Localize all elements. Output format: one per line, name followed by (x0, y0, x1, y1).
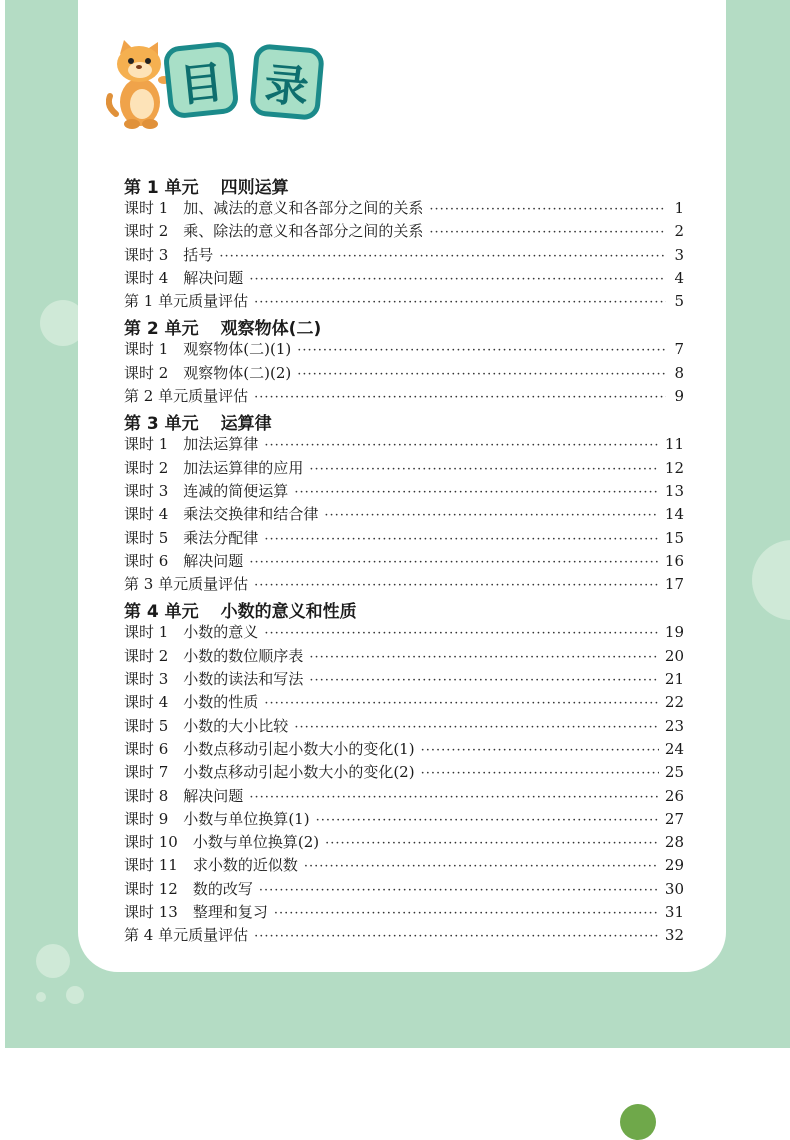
entry-label: 课时 5 乘法分配律 (124, 528, 259, 547)
entry-label: 课时 4 解决问题 (124, 268, 244, 287)
toc-entry[interactable] (124, 220, 684, 243)
title-char: 目 (176, 56, 227, 113)
dot-leader (249, 790, 659, 805)
entry-page: 2 (674, 222, 684, 241)
dot-leader (429, 225, 666, 240)
entry-page: 12 (664, 458, 684, 477)
toc-entry[interactable] (124, 901, 684, 924)
entry-page: 31 (664, 903, 684, 922)
title-char-box (162, 41, 239, 120)
entry-page: 15 (664, 528, 684, 547)
toc-entry[interactable] (124, 573, 684, 596)
decor-bubble (36, 944, 70, 978)
toc-entry[interactable] (124, 290, 684, 313)
entry-page: 5 (674, 292, 684, 311)
decor-bubble (36, 992, 46, 1002)
dot-leader (219, 249, 666, 264)
toc-entry[interactable] (124, 738, 684, 761)
dot-leader (254, 390, 666, 405)
entry-label: 课时 10 小数与单位换算(2) (124, 833, 320, 852)
dot-leader (274, 906, 659, 921)
unit-label: 第 4 单元 (124, 602, 199, 623)
entry-page: 17 (664, 575, 684, 594)
entry-label: 课时 3 连减的简便运算 (124, 481, 289, 500)
dot-leader (294, 485, 659, 500)
dot-leader (264, 696, 659, 711)
entry-label: 课时 6 小数点移动引起小数大小的变化(1) (124, 739, 415, 758)
entry-label: 课时 3 小数的读法和写法 (124, 670, 304, 689)
dot-leader (259, 883, 659, 898)
dot-leader (325, 836, 659, 851)
dot-leader (264, 626, 659, 641)
entry-page: 8 (674, 363, 684, 382)
unit-label: 第 3 单元 (124, 414, 199, 435)
entry-label: 课时 4 小数的性质 (124, 693, 259, 712)
dot-leader (421, 766, 659, 781)
dot-leader (249, 272, 666, 287)
toc-entry[interactable] (124, 550, 684, 573)
toc-entry[interactable] (124, 878, 684, 901)
toc-entry[interactable] (124, 691, 684, 714)
unit-title: 四则运算 (220, 178, 289, 198)
entry-page: 19 (664, 623, 684, 642)
toc-entry[interactable] (124, 385, 684, 408)
entry-page: 27 (664, 809, 684, 828)
entry-label: 第 3 单元质量评估 (124, 575, 249, 594)
dot-leader (254, 929, 659, 944)
entry-label: 课时 2 小数的数位顺序表 (124, 646, 304, 665)
entry-label: 课时 13 整理和复习 (124, 903, 268, 922)
toc-entry[interactable] (124, 645, 684, 668)
entry-label: 课时 4 乘法交换律和结合律 (124, 505, 319, 524)
unit-label: 第 2 单元 (124, 319, 199, 340)
toc-entry[interactable] (124, 503, 684, 526)
dot-leader (309, 673, 659, 688)
unit-title: 小数的意义和性质 (220, 602, 357, 623)
entry-page: 3 (674, 245, 684, 264)
toc-entry[interactable] (124, 785, 684, 808)
dot-leader (309, 462, 659, 477)
toc-entry[interactable] (124, 808, 684, 831)
decor-bubble (66, 986, 84, 1004)
dot-leader (429, 202, 666, 217)
dot-leader (254, 578, 659, 593)
dot-leader (316, 813, 659, 828)
toc-entry[interactable] (124, 668, 684, 691)
decor-ball (620, 1104, 656, 1140)
entry-page: 25 (664, 763, 684, 782)
entry-page: 14 (664, 505, 684, 524)
entry-page: 29 (664, 856, 684, 875)
dot-leader (324, 508, 659, 523)
entry-page: 26 (664, 786, 684, 805)
dot-leader (297, 367, 666, 382)
dot-leader (254, 295, 666, 310)
entry-page: 24 (664, 739, 684, 758)
entry-page: 16 (664, 551, 684, 570)
entry-page: 1 (674, 199, 684, 217)
toc-entry[interactable] (124, 362, 684, 385)
title-char: 录 (262, 59, 311, 114)
toc-entry[interactable] (124, 244, 684, 267)
unit-title: 运算律 (220, 414, 272, 435)
toc-entry[interactable] (124, 480, 684, 503)
toc-entry[interactable] (124, 527, 684, 550)
entry-page: 13 (664, 481, 684, 500)
entry-label: 课时 1 小数的意义 (124, 623, 259, 642)
toc-entry[interactable] (124, 621, 684, 644)
entry-page: 22 (664, 693, 684, 712)
entry-page: 20 (664, 646, 684, 665)
dot-leader (421, 743, 659, 758)
entry-label: 课时 1 观察物体(二)(1) (124, 340, 292, 359)
entry-page: 28 (664, 833, 684, 852)
entry-label: 课时 9 小数与单位换算(1) (124, 809, 310, 828)
entry-page: 21 (664, 670, 684, 689)
toc-entry[interactable] (124, 267, 684, 290)
dot-leader (264, 532, 659, 547)
dot-leader (294, 720, 659, 735)
unit-title: 观察物体(二) (220, 319, 322, 340)
dot-leader (264, 438, 659, 453)
unit-heading (124, 409, 684, 433)
toc-entry[interactable] (124, 457, 684, 480)
cat-mascot-icon (106, 40, 174, 132)
entry-label: 课时 3 括号 (124, 245, 214, 264)
dot-leader (249, 555, 659, 570)
toc-entry[interactable] (124, 715, 684, 738)
entry-label: 课时 2 乘、除法的意义和各部分之间的关系 (124, 222, 424, 241)
entry-label: 第 1 单元质量评估 (124, 292, 249, 311)
unit-heading (124, 314, 684, 338)
entry-label: 课时 1 加法运算律 (124, 435, 259, 454)
entry-label: 课时 6 解决问题 (124, 551, 244, 570)
entry-page: 11 (664, 435, 684, 454)
entry-page: 7 (674, 340, 684, 359)
toc-entry[interactable] (124, 433, 684, 456)
entry-label: 第 2 单元质量评估 (124, 387, 249, 406)
entry-label: 课时 12 数的改写 (124, 879, 253, 898)
entry-label: 课时 2 观察物体(二)(2) (124, 363, 292, 382)
entry-label: 课时 5 小数的大小比较 (124, 716, 289, 735)
toc-entry[interactable] (124, 831, 684, 854)
toc-entry[interactable] (124, 197, 684, 220)
unit-heading (124, 173, 684, 197)
entry-page: 23 (664, 716, 684, 735)
dot-leader (309, 650, 659, 665)
entry-label: 课时 8 解决问题 (124, 786, 244, 805)
entry-page: 4 (674, 268, 684, 287)
entry-label: 第 4 单元质量评估 (124, 926, 249, 945)
entry-label: 课时 2 加法运算律的应用 (124, 458, 304, 477)
title-char-box (249, 43, 325, 121)
entry-label: 课时 7 小数点移动引起小数大小的变化(2) (124, 763, 415, 782)
toc-entry[interactable] (124, 854, 684, 877)
toc-entry[interactable] (124, 924, 684, 947)
dot-leader (297, 343, 666, 358)
toc-entry[interactable] (124, 338, 684, 361)
entry-label: 课时 11 求小数的近似数 (124, 856, 298, 875)
unit-label: 第 1 单元 (124, 178, 199, 198)
entry-page: 32 (664, 926, 684, 945)
toc-entry[interactable] (124, 761, 684, 784)
unit-heading (124, 597, 684, 621)
entry-page: 9 (674, 387, 684, 406)
entry-page: 30 (664, 879, 684, 898)
table-of-contents (124, 172, 684, 948)
entry-label: 课时 1 加、减法的意义和各部分之间的关系 (124, 199, 424, 217)
dot-leader (304, 859, 659, 874)
